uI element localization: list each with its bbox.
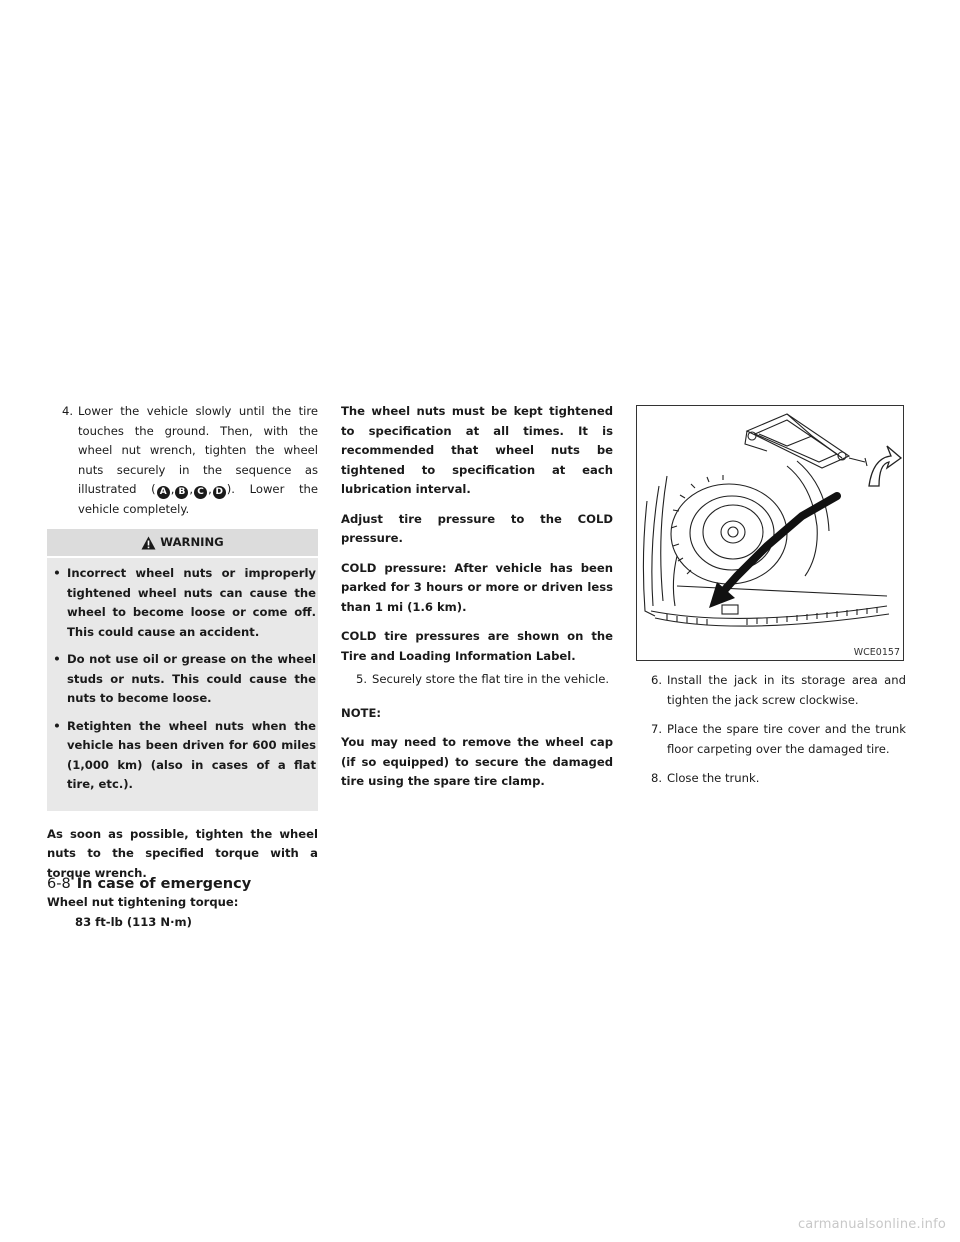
label-c-icon: C [194,486,207,499]
warning-header [47,529,318,556]
torque-label: Wheel nut tightening torque: [47,895,239,909]
step-text: Close the trunk. [667,771,760,785]
label-a-icon: A [157,486,170,499]
step-5 [341,670,613,690]
page-number: 6-8 [47,876,71,892]
step-number: 7. [650,722,662,736]
bullet-icon: • [53,652,61,666]
step-6 [636,671,906,710]
figure-code: WCE0157 [853,647,900,658]
asap-paragraph: As soon as possible, tighten the wheel nuts to the specified torque with a torque wrench. [47,826,318,880]
bullet-icon: • [53,718,61,733]
spare-tire-illustration [636,405,904,661]
step-8 [636,769,906,789]
warning-title: WARNING [160,535,224,549]
label-d-icon: D [213,486,226,499]
step-text: Install the jack in its storage area and tighten the jack screw clockwise. [667,673,906,707]
nuts-spec-paragraph: The wheel nuts must be kept tightened to specification at all times. It is recommended that wheel nuts be tightened to specification at each lubrication interval. [341,404,613,496]
label-b-icon: B [175,486,188,499]
warning-item: • Incorrect wheel nuts or improperly tightened wheel nuts can cause the wheel to become loose or come off. This could cause an accident. [47,564,318,642]
jack-and-tire-drawing [637,406,903,660]
cold-label-paragraph: COLD tire pressures are shown on the Tire and Loading Information Label. [341,629,613,663]
warning-item: • Do not use oil or grease on the wheel studs or nuts. This could cause the nuts to become loose. [47,650,318,709]
step-text: Securely store the flat tire in the vehicle. [372,672,610,686]
step-number: 4. [61,404,73,418]
right-column [636,405,906,799]
step-number: 8. [650,771,662,785]
left-column [47,402,318,932]
note-text: You may need to remove the wheel cap (if so equipped) to secure the damaged tire using the spare tire clamp. [341,735,613,788]
middle-column [341,402,613,802]
step-number: 5. [355,672,367,686]
warning-box [47,558,318,811]
step-number: 6. [650,673,662,687]
step-7 [636,720,906,759]
step-text: Lower the vehicle slowly until the tire touches the ground. Then, with the wheel nut wrench, tighten the wheel nuts securely in the sequence as illustrated ( A , B , C , D ). Lower the vehicle completely. [78,404,319,516]
note-label: NOTE: [341,705,382,720]
step-text: Place the spare tire cover and the trunk floor carpeting over the damaged tire. [667,722,906,756]
page-footer [47,874,251,894]
section-title: In case of emergency [76,876,252,892]
step-4 [47,402,318,519]
adjust-pressure-paragraph: Adjust tire pressure to the COLD pressure. [341,511,613,545]
warning-item: • Retighten the wheel nuts when the vehicle has been driven for 600 miles (1,000 km) (also in cases of a flat tire, etc.). [47,717,318,795]
cold-pressure-paragraph: COLD pressure: After vehicle has been parked for 3 hours or more or driven less than 1 mi (1.6 km). [341,560,613,614]
torque-value: 83 ft-lb (113 N·m) [75,914,192,929]
warning-icon [141,536,156,550]
watermark: carmanualsonline.info [797,1216,946,1232]
bullet-icon: • [53,566,61,580]
